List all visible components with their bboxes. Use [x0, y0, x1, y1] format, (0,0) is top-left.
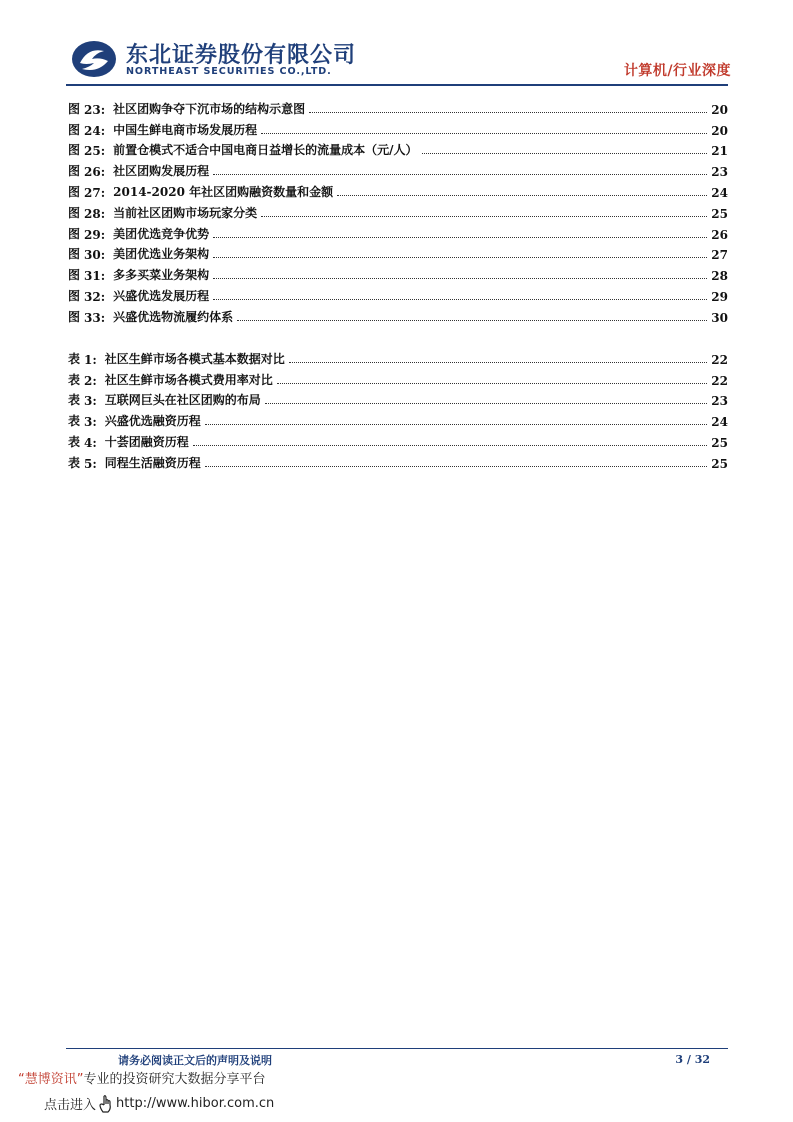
toc-page-number: 27 — [711, 248, 728, 263]
toc-leader-dots — [277, 383, 707, 384]
toc-prefix: 图 — [68, 268, 81, 283]
toc-title: 前置仓模式不适合中国电商日益增长的流量成本（元/人） — [113, 143, 418, 158]
toc-prefix: 图 — [68, 122, 81, 137]
toc-number: 30: — [84, 248, 106, 263]
table-entry[interactable] — [68, 346, 728, 367]
toc-leader-dots — [237, 320, 707, 321]
toc-number: 25: — [84, 144, 106, 159]
toc-title: 互联网巨头在社区团购的布局 — [104, 393, 261, 408]
figure-entry[interactable] — [68, 179, 728, 200]
watermark-prefix: 点击进入 — [44, 1098, 97, 1113]
toc-title: 社区生鲜市场各模式基本数据对比 — [104, 351, 285, 366]
toc-leader-dots — [289, 362, 707, 363]
toc-number: 1: — [84, 352, 97, 367]
toc-number: 26: — [84, 165, 106, 180]
toc-page-number: 24 — [711, 415, 728, 430]
toc-page-number: 21 — [711, 144, 728, 159]
toc-title: 当前社区团购市场玩家分类 — [113, 205, 258, 220]
toc-page-number: 30 — [711, 310, 728, 325]
disclaimer-note: 请务必阅读正文后的声明及说明 — [118, 1054, 272, 1067]
toc-title: 美团优选竞争优势 — [113, 226, 210, 241]
toc-prefix: 表 — [68, 393, 81, 408]
toc-number: 32: — [84, 289, 106, 304]
toc-title: 同程生活融资历程 — [104, 455, 201, 470]
toc-number: 5: — [84, 456, 97, 471]
toc-number: 33: — [84, 310, 106, 325]
toc-leader-dots — [265, 403, 707, 404]
toc-leader-dots — [261, 133, 707, 134]
company-logo-icon — [70, 39, 118, 79]
figure-entry[interactable] — [68, 96, 728, 117]
watermark-tagline-text: 专业的投资研究大数据分享平台 — [83, 1072, 266, 1087]
toc-leader-dots — [213, 299, 707, 300]
report-section-label: 计算机/行业深度 — [623, 63, 731, 79]
toc-page-number: 20 — [711, 102, 728, 117]
table-list — [68, 346, 728, 471]
toc-leader-dots — [213, 278, 707, 279]
toc-number: 3: — [84, 415, 97, 430]
toc-leader-dots — [261, 216, 707, 217]
figure-entry[interactable] — [68, 200, 728, 221]
table-entry[interactable] — [68, 388, 728, 409]
toc-leader-dots — [309, 112, 707, 113]
toc-number: 27: — [84, 185, 106, 200]
figure-entry[interactable] — [68, 138, 728, 159]
toc-page-number: 22 — [711, 352, 728, 367]
toc-number: 3: — [84, 394, 97, 409]
figure-list — [68, 96, 728, 325]
toc-title: 兴盛优选发展历程 — [113, 288, 210, 303]
toc-leader-dots — [193, 445, 707, 446]
company-name-cn: 东北证券股份有限公司 — [126, 43, 357, 68]
toc-prefix: 图 — [68, 288, 81, 303]
toc-title: 社区团购争夺下沉市场的结构示意图 — [113, 101, 306, 116]
toc-prefix: 表 — [68, 434, 81, 449]
toc-page-number: 25 — [711, 456, 728, 471]
toc-page-number: 22 — [711, 373, 728, 388]
toc-prefix: 图 — [68, 101, 81, 116]
toc-leader-dots — [422, 153, 708, 154]
toc-title: 2014-2020 年社区团购融资数量和金额 — [113, 184, 334, 199]
watermark-link-line — [44, 1094, 274, 1113]
toc-number: 23: — [84, 102, 106, 117]
table-entry[interactable] — [68, 429, 728, 450]
page-header — [0, 0, 793, 90]
watermark-brand: “慧博资讯” — [18, 1072, 84, 1087]
company-name-en: NORTHEAST SECURITIES CO.,LTD. — [126, 66, 332, 77]
toc-number: 2: — [84, 373, 97, 388]
table-entry[interactable] — [68, 367, 728, 388]
toc-prefix: 表 — [68, 414, 81, 429]
watermark-tagline — [18, 1068, 266, 1087]
toc-page-number: 20 — [711, 123, 728, 138]
toc-prefix: 图 — [68, 164, 81, 179]
toc-page-number: 25 — [711, 435, 728, 450]
toc-prefix: 表 — [68, 351, 81, 366]
hand-pointer-icon — [98, 1095, 114, 1113]
toc-prefix: 图 — [68, 247, 81, 262]
figure-entry[interactable] — [68, 283, 728, 304]
figure-entry[interactable] — [68, 221, 728, 242]
toc-title: 中国生鲜电商市场发展历程 — [113, 122, 258, 137]
watermark-url-link[interactable]: http://www.hibor.com.cn — [116, 1096, 275, 1111]
figure-entry[interactable] — [68, 304, 728, 325]
toc-number: 29: — [84, 227, 106, 242]
toc-prefix: 图 — [68, 143, 81, 158]
toc-prefix: 图 — [68, 205, 81, 220]
toc-page-number: 28 — [711, 269, 728, 284]
toc-number: 31: — [84, 269, 106, 284]
toc-number: 28: — [84, 206, 106, 221]
table-entry[interactable] — [68, 408, 728, 429]
toc-number: 4: — [84, 435, 97, 450]
figure-entry[interactable] — [68, 242, 728, 263]
toc-leader-dots — [213, 257, 707, 258]
toc-leader-dots — [205, 466, 707, 467]
page-number: 3 / 32 — [675, 1053, 710, 1066]
toc-title: 兴盛优选物流履约体系 — [113, 309, 234, 324]
figure-entry[interactable] — [68, 158, 728, 179]
toc-page-number: 23 — [711, 165, 728, 180]
toc-page-number: 23 — [711, 394, 728, 409]
toc-prefix: 表 — [68, 455, 81, 470]
toc-number: 24: — [84, 123, 106, 138]
toc-page-number: 25 — [711, 206, 728, 221]
toc-title: 社区团购发展历程 — [113, 164, 210, 179]
figure-entry[interactable] — [68, 117, 728, 138]
toc-prefix: 图 — [68, 184, 81, 199]
toc-prefix: 图 — [68, 309, 81, 324]
figure-entry[interactable] — [68, 262, 728, 283]
toc-title: 社区生鲜市场各模式费用率对比 — [104, 372, 273, 387]
toc-page-number: 24 — [711, 185, 728, 200]
toc-title: 十荟团融资历程 — [104, 434, 189, 449]
toc-title: 多多买菜业务架构 — [113, 268, 210, 283]
toc-leader-dots — [213, 237, 707, 238]
toc-prefix: 图 — [68, 226, 81, 241]
toc-prefix: 表 — [68, 372, 81, 387]
toc-title: 兴盛优选融资历程 — [104, 414, 201, 429]
toc-page-number: 29 — [711, 289, 728, 304]
header-divider — [66, 84, 728, 86]
footer-divider — [66, 1048, 728, 1049]
toc-leader-dots — [213, 174, 707, 175]
table-entry[interactable] — [68, 450, 728, 471]
toc-leader-dots — [205, 424, 707, 425]
toc-leader-dots — [337, 195, 707, 196]
toc-title: 美团优选业务架构 — [113, 247, 210, 262]
toc-page-number: 26 — [711, 227, 728, 242]
